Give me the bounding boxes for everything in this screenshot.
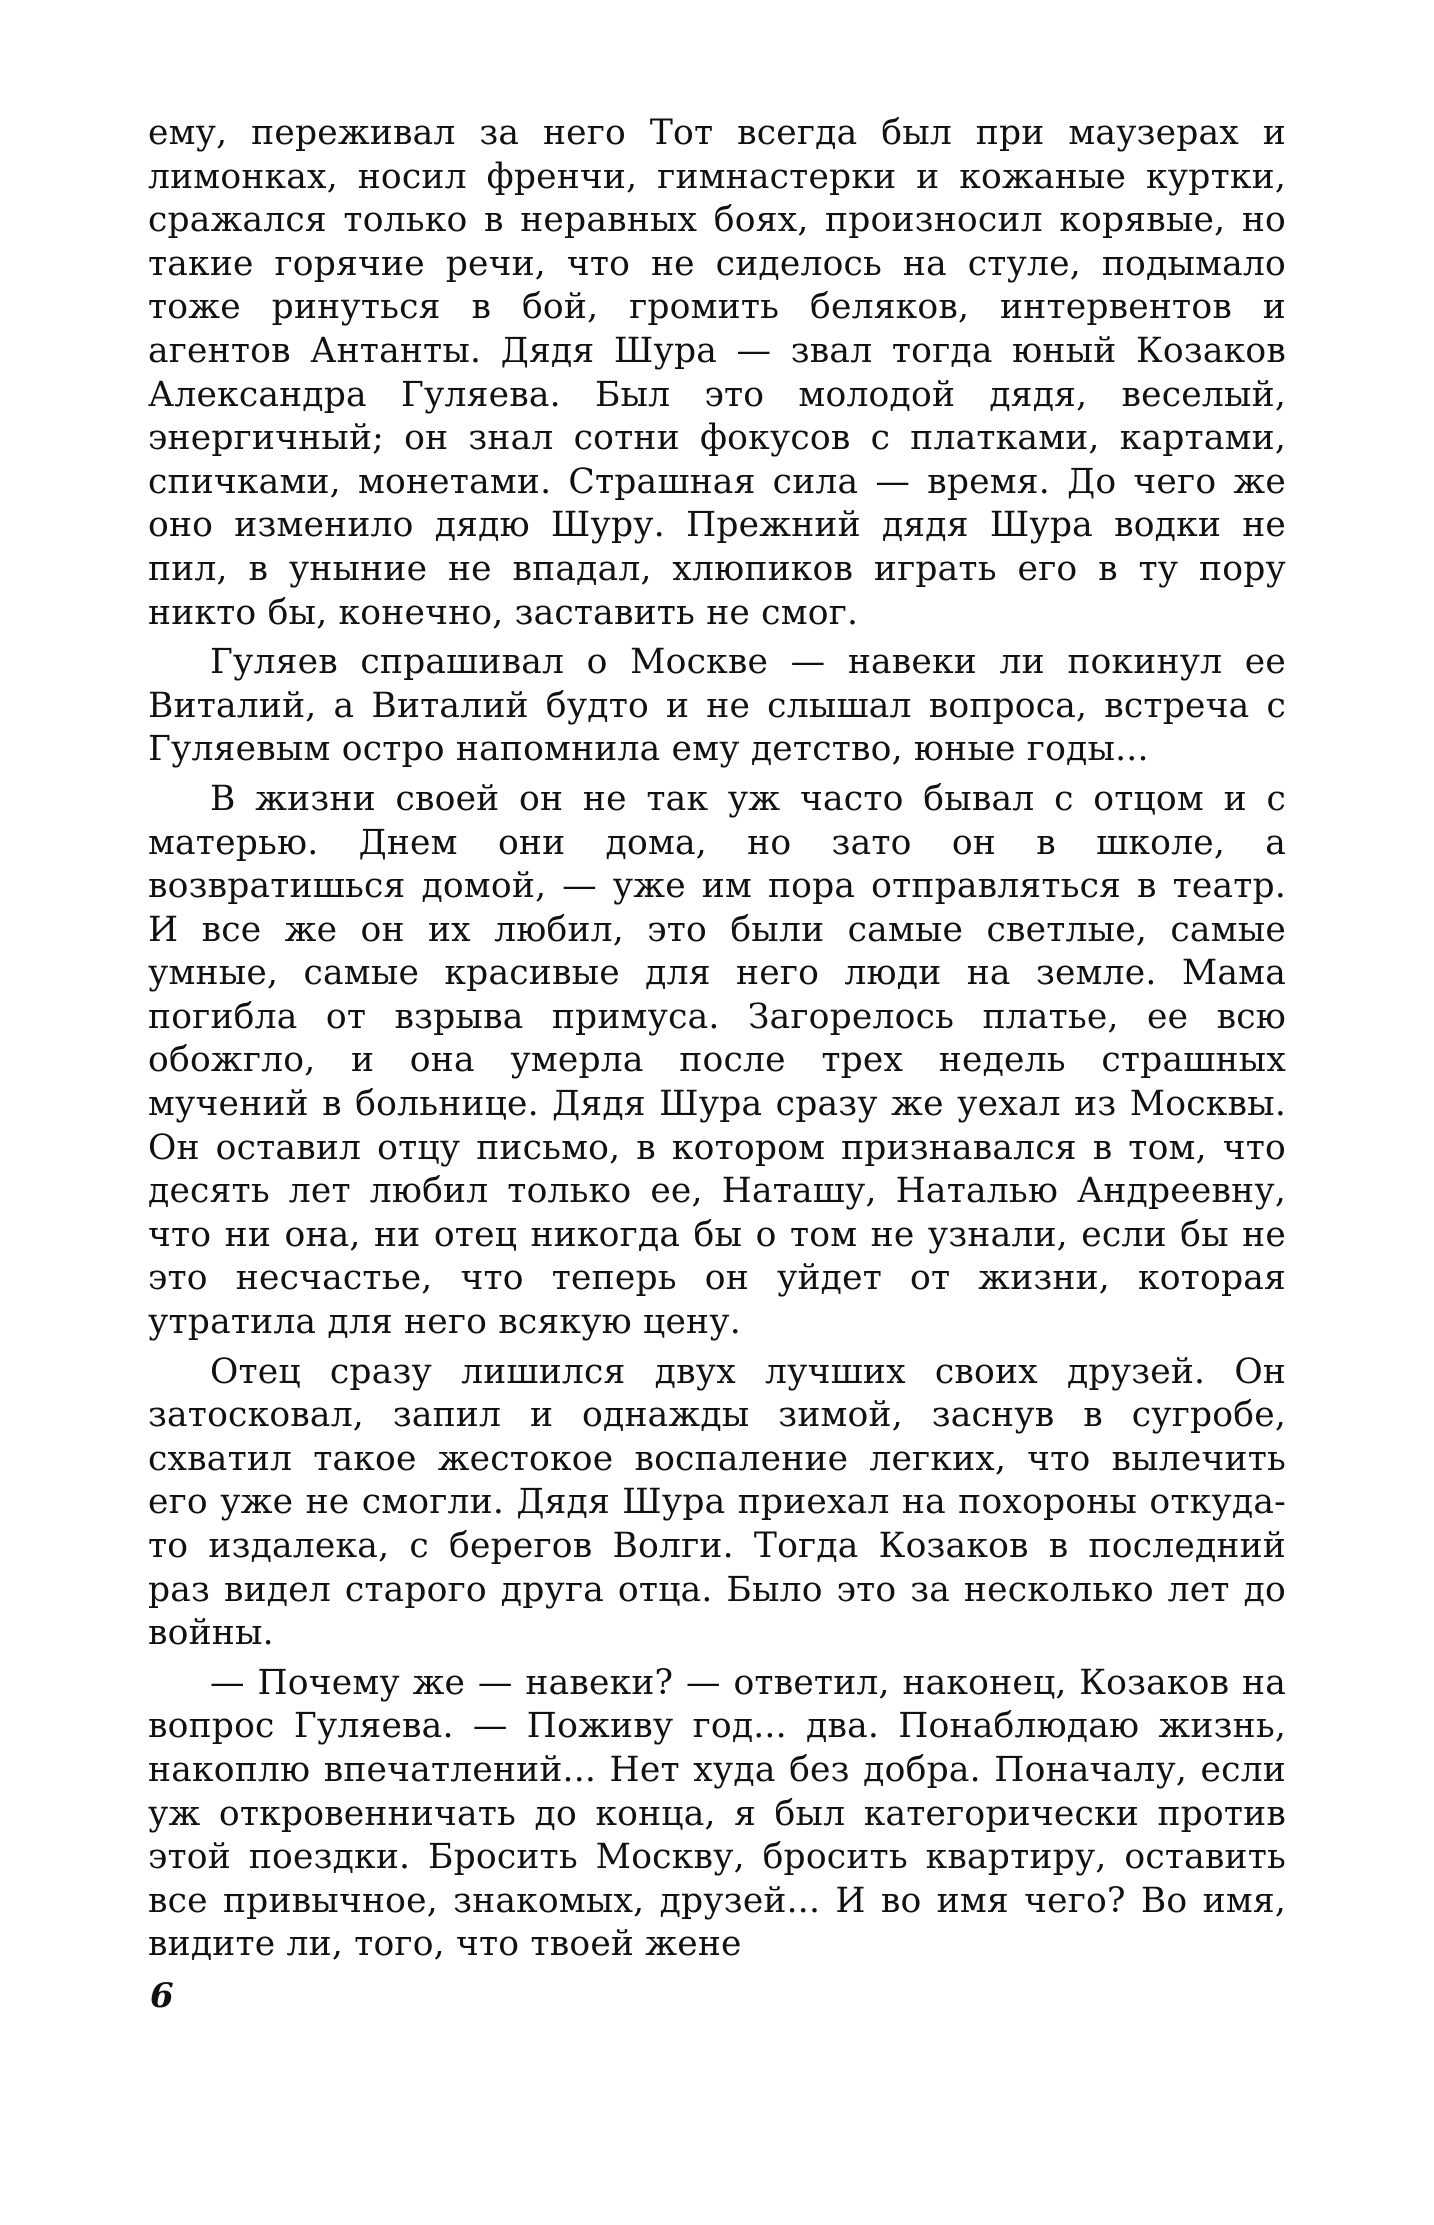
page-body-text <box>148 112 1286 1967</box>
paragraph-5: — Почему же — навеки? — ответил, наконец, Козаков на вопрос Гуляева. — Поживу год... два. Понаблюдаю жизнь, накоплю впечатлений... Нет худа без добра. Поначалу, если уж откровенничать до конца, я был категорически против этой поездки. Бросить Москву, бросить квартиру, оставить все привычное, знакомых, друзей... И во имя чего? Во имя, видите ли, того, что твоей жене <box>148 1662 1286 1965</box>
paragraph-1: ему, переживал за него Тот всегда был при маузерах и лимонках, носил френчи, гимнастерки и кожаные куртки, сражался только в неравных боях, произносил корявые, но такие горячие речи, что не сиделось на стуле, подымало тоже ринуться в бой, громить беляков, интервентов и агентов Антанты. Дядя Шура — звал тогда юный Козаков Александра Гуляева. Был это молодой дядя, веселый, энергичный; он знал сотни фокусов с платками, картами, спичками, монетами. Страшная сила — время. До чего же оно изменило дядю Шуру. Прежний дядя Шура водки не пил, в уныние не впадал, хлюпиков играть его в ту пору никто бы, конечно, заставить не смог. <box>148 113 1286 633</box>
paragraph-4: Отец сразу лишился двух лучших своих друзей. Он затосковал, запил и однажды зимой, заснув в сугробе, схватил такое жестокое воспаление легких, что вылечить его уже не смогли. Дядя Шура приехал на похороны откуда-то издалека, с берегов Волги. Тогда Козаков в последний раз видел старого друга отца. Было это за несколько лет до войны. <box>148 1351 1286 1654</box>
paragraph-3: В жизни своей он не так уж часто бывал с отцом и с матерью. Днем они дома, но зато он в школе, а возвратишься домой, — уже им пора отправляться в театр. И все же он их любил, это были самые светлые, самые умные, самые красивые для него люди на земле. Мама погибла от взрыва примуса. Загорелось платье, ее всю обожгло, и она умерла после трех недель страшных мучений в больнице. Дядя Шура сразу же уехал из Москвы. Он оставил отцу письмо, в котором признавался в том, что десять лет любил только ее, Наташу, Наталью Андреевну, что ни она, ни отец никогда бы о том не узнали, если бы не это несчастье, что теперь он уйдет от жизни, которая утратила для него всякую цену. <box>148 778 1286 1343</box>
page-number: 6 <box>150 1976 174 2016</box>
paragraph-2: Гуляев спрашивал о Москве — навеки ли покинул ее Виталий, а Виталий будто и не слышал вопроса, встреча с Гуляевым остро напомнила ему детство, юные годы... <box>148 642 1286 770</box>
